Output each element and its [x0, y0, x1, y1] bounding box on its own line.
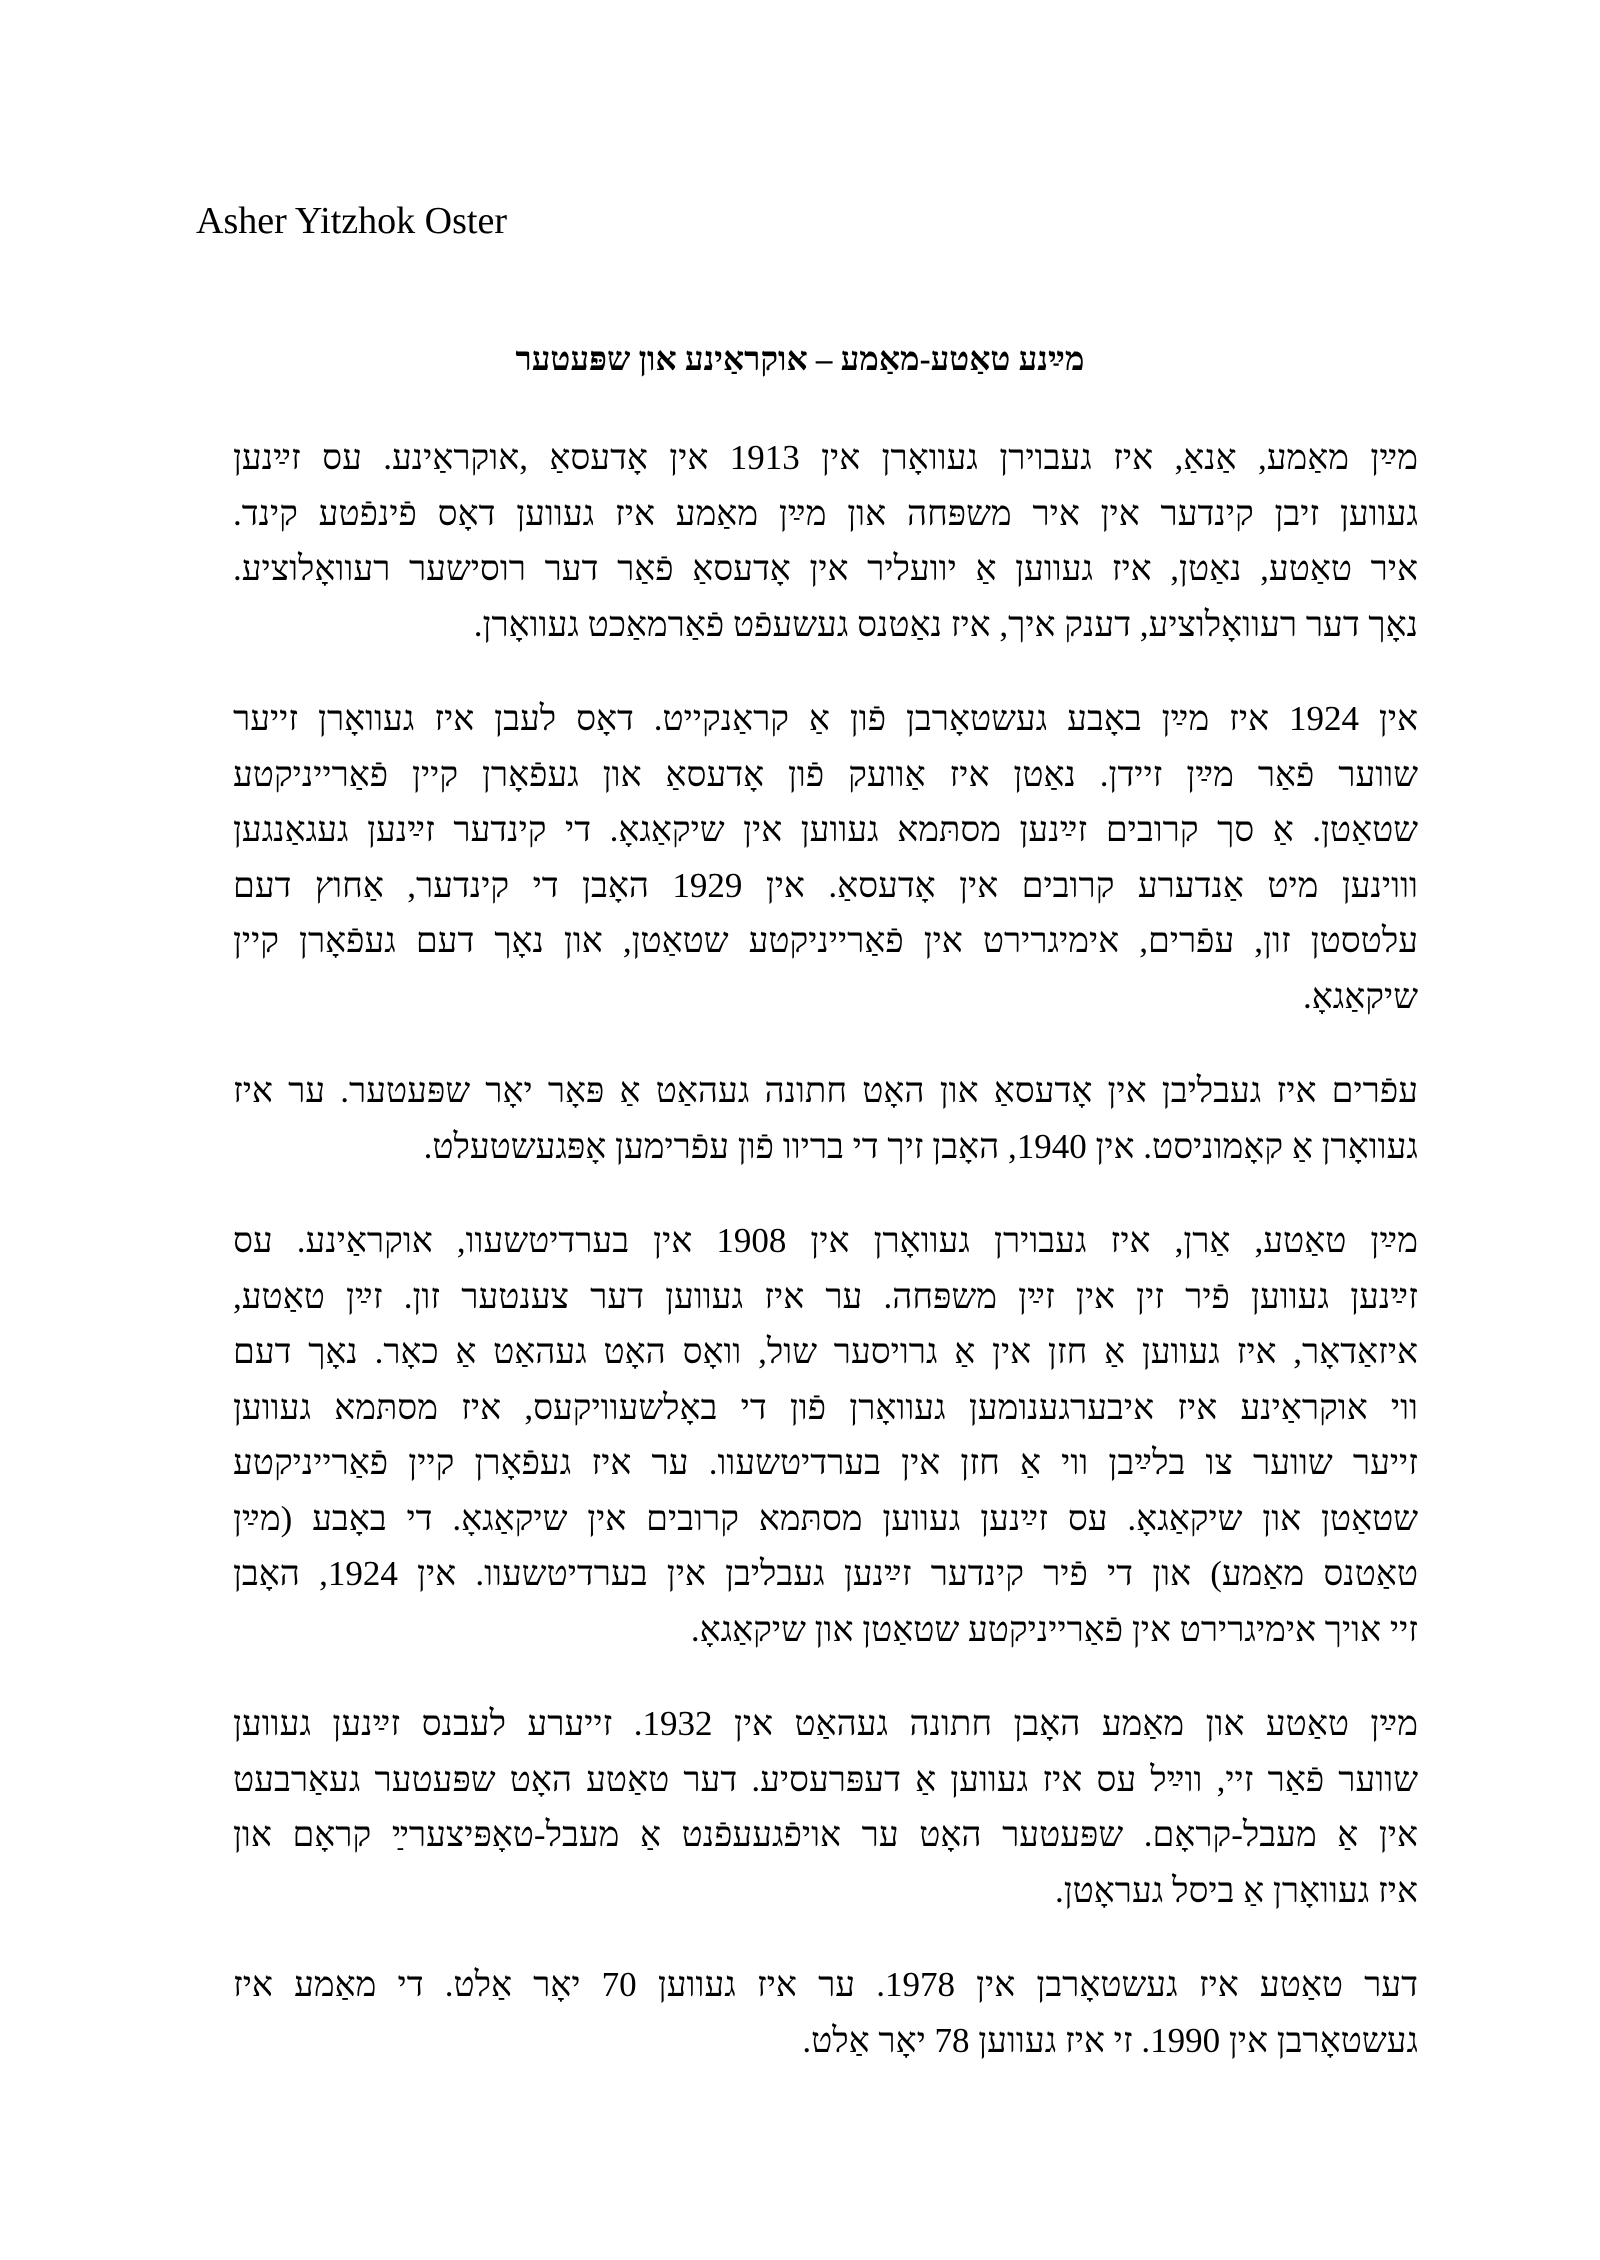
text-line: מײַן טאַטע, אַרן, איז געבוירן געוואָרן אין 1908 אין בערדיטשעוו, אוקראַינע. עס — [233, 1221, 1418, 1260]
text-line: געוואָרן אַ קאָמוניסט. אין 1940, האָבן זיך די בריוו פֿון עפֿרימען אָפּגעשטעלט. — [423, 1126, 1418, 1166]
text-line: שטאַטן און שיקאַגאָ. עס זײַנען געווען מסתּמא קרובים אין שיקאַגאָ. די באָבע (מײַן — [233, 1498, 1418, 1538]
paragraph — [233, 1213, 1418, 1657]
text-line: געווען זיבן קינדער אין איר משפּחה און מײַן מאַמע איז געווען דאָס פֿינפֿטע קינד. — [233, 493, 1418, 533]
text-line: שטאַטן. אַ סך קרובים זײַנען מסתּמא געווען אין שיקאַגאָ. די קינדער זײַנען געגאַנגען — [233, 810, 1418, 849]
paragraph — [233, 1696, 1418, 1918]
text-line: שווער פֿאַר מײַן זיידן. נאַטן איז אַוועק פֿון אָדעסאַ און געפֿאָרן קיין פֿאַרייניקטע — [233, 754, 1418, 794]
document-title: מײַנע טאַטע-מאַמע – אוקראַינע און שפּעטער — [515, 342, 1085, 378]
text-line: אין אַ מעבל-קראָם. שפּעטער האָט ער אויפֿגעעפֿנט אַ מעבל-טאָפּיצערײַ קראָם און — [233, 1815, 1418, 1854]
text-line: שיקאַגאָ. — [1303, 976, 1418, 1016]
paragraph — [233, 691, 1418, 1024]
text-line: געשטאָרבן אין 1990. זי איז געווען 78 יאָר אַלט. — [802, 2020, 1418, 2060]
text-line: איז געוואָרן אַ ביסל געראָטן. — [1054, 1870, 1418, 1910]
text-line: ווי אוקראַינע איז איבערגענומען געוואָרן פֿון די באָלשעוויקעס, איז מסתּמא געווען — [233, 1387, 1418, 1427]
text-line: טאַטנס מאַמע) און די פֿיר קינדער זײַנען געבליבן אין בערדיטשעוו. אין 1924, האָבן — [233, 1554, 1418, 1593]
text-line: עפֿרים איז געבליבן אין אָדעסאַ און האָט חתונה געהאַט אַ פּאָר יאָר שפּעטער. ער איז — [233, 1071, 1418, 1110]
text-line: דער טאַטע איז געשטאָרבן אין 1978. ער איז געווען 70 יאָר אַלט. די מאַמע איז — [233, 1965, 1418, 2004]
paragraph — [233, 1063, 1418, 1174]
paragraph — [233, 1957, 1418, 2068]
text-line: אין 1924 איז מײַן באָבע געשטאָרבן פֿון אַ קראַנקייט. דאָס לעבן איז געוואָרן זייער — [233, 699, 1419, 738]
text-line: מײַן טאַטע און מאַמע האָבן חתונה געהאַט אין 1932. זייערע לעבנס זײַנען געווען — [233, 1704, 1418, 1743]
text-line: וווינען מיט אַנדערע קרובים אין אָדעסאַ. אין 1929 האָבן די קינדער, אַחוץ דעם — [233, 865, 1418, 905]
document-body — [233, 430, 1418, 2107]
text-line: איזאַדאָר, איז געווען אַ חזן אין אַ גרויסער שול, וואָס האָט געהאַט אַ כאָר. נאָך דעם — [233, 1332, 1418, 1371]
text-line: איר טאַטע, נאַטן, איז געווען אַ יוועליר אין אָדעסאַ פֿאַר דער רוסישער רעוואָלוציע. — [233, 549, 1418, 588]
text-line: נאָך דער רעוואָלוציע, דענק איך, איז נאַטנס געשעפֿט פֿאַרמאַכט געוואָרן. — [473, 604, 1418, 644]
text-line: עלטסטן זון, עפֿרים, אימיגרירט אין פֿאַרייניקטע שטאַטן, און נאָך דעם געפֿאָרן קיין — [233, 921, 1418, 960]
text-line: זיי אויך אימיגרירט אין פֿאַרייניקטע שטאַטן און שיקאַגאָ. — [690, 1609, 1418, 1649]
paragraph — [233, 430, 1418, 652]
text-line: שווער פֿאַר זיי, ווײַל עס איז געווען אַ דעפּרעסיע. דער טאַטע האָט שפּעטער געאַרבעט — [233, 1759, 1418, 1799]
text-line: זייער שווער צו בלײַבן ווי אַ חזן אין בערדיטשעוו. ער איז געפֿאָרן קיין פֿאַרייניקטע — [233, 1443, 1418, 1482]
text-line: מײַן מאַמע, אַנאַ, איז געבוירן געוואָרן אין 1913 אין אָדעסאַ ,אוקראַינע. עס זײַנען — [233, 438, 1418, 477]
author-name: Asher Yitzhok Oster — [196, 200, 507, 242]
text-line: זײַנען געווען פֿיר זין אין זײַן משפּחה. ער איז געווען דער צענטער זון. זײַן טאַטע, — [233, 1276, 1418, 1316]
